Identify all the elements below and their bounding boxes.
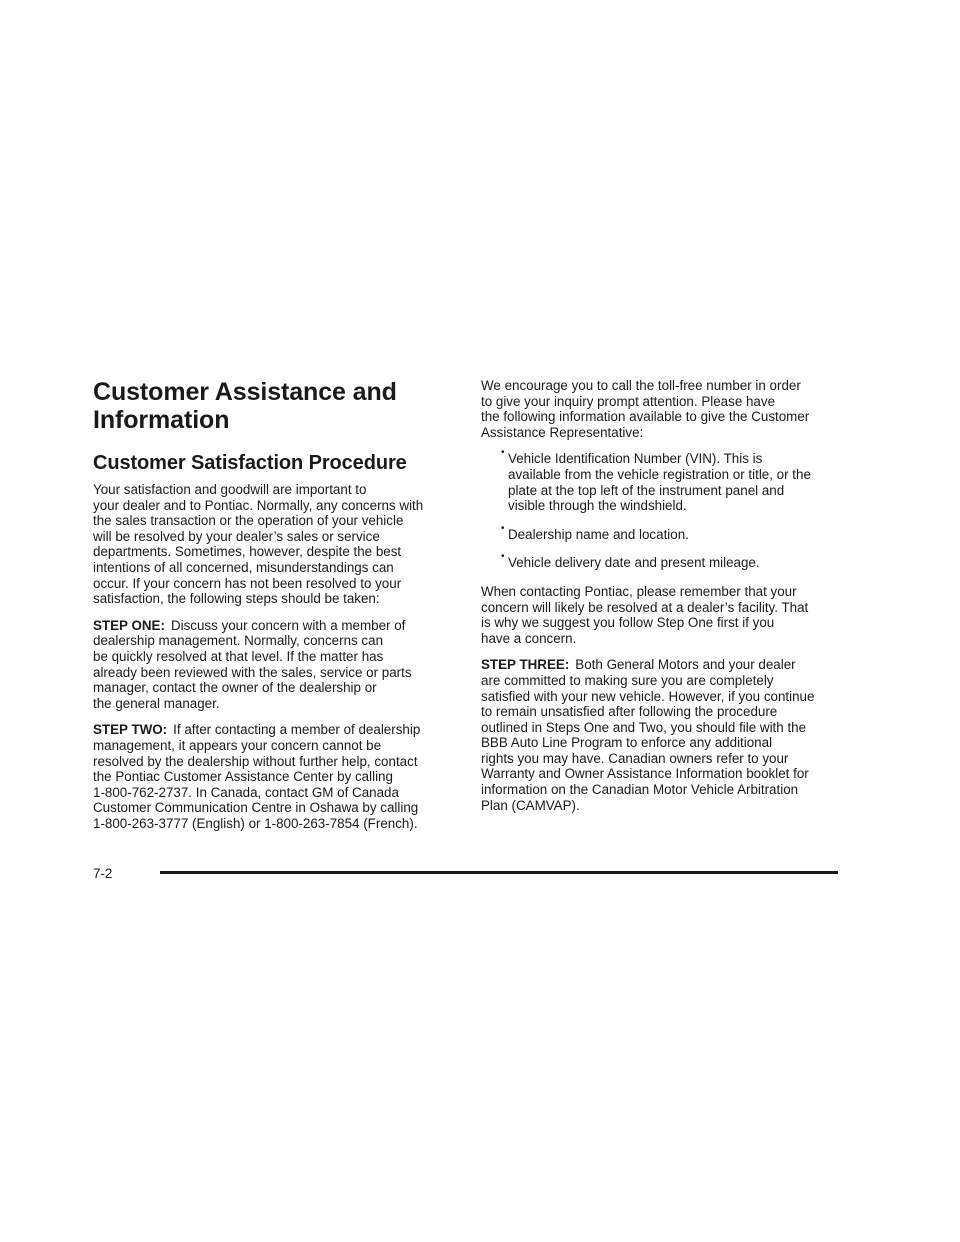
bullet-icon: • <box>501 522 505 534</box>
left-column <box>93 378 465 842</box>
text-line: manager, contact the owner of the dealership or <box>93 680 377 696</box>
info-bullet-list <box>481 447 861 571</box>
text-line: are committed to making sure you are completely <box>481 672 774 688</box>
text-line: We encourage you to call the toll-free number in order <box>481 378 801 393</box>
text-line <box>93 618 465 634</box>
text-line: Vehicle delivery date and present mileage. <box>508 555 760 571</box>
page-title-line: Information <box>93 406 230 434</box>
bullet-icon: • <box>501 447 505 459</box>
step-three-text: Both General Motors and your dealer <box>575 657 796 673</box>
list-item <box>481 522 861 543</box>
text-line: outlined in Steps One and Two, you should file with the <box>481 719 807 735</box>
text-line: When contacting Pontiac, please remember that your <box>481 583 797 599</box>
text-line: occur. If your concern has not been resolved to your <box>93 575 402 591</box>
text-line: Customer Communication Centre in Oshawa by calling <box>93 800 419 816</box>
text-line: Assistance Representative: <box>481 424 644 440</box>
step-two-label: STEP TWO: <box>93 722 168 738</box>
text-line: to give your inquiry prompt attention. Please have <box>481 393 776 409</box>
step-two-paragraph <box>93 722 465 831</box>
text-line: the Pontiac Customer Assistance Center by calling <box>93 769 393 785</box>
step-three-label: STEP THREE: <box>481 657 570 673</box>
right-column <box>481 378 861 824</box>
text-line: your dealer and to Pontiac. Normally, any concerns with <box>93 497 424 513</box>
text-line: management, it appears your concern cannot be <box>93 737 382 753</box>
text-line: plate at the top left of the instrument panel and <box>508 482 785 498</box>
text-line: 1-800-263-3777 (English) or 1-800-263-7854 (French). <box>93 815 418 831</box>
text-line: dealership management. Normally, concerns can <box>93 633 384 649</box>
step-one-label: STEP ONE: <box>93 617 165 633</box>
encourage-paragraph <box>481 378 861 440</box>
text-line: Your satisfaction and goodwill are important to <box>93 482 367 497</box>
text-line: visible through the windshield. <box>508 498 687 514</box>
text-line: BBB Auto Line Program to enforce any additional <box>481 735 773 751</box>
text-line: Vehicle Identification Number (VIN). This is <box>508 451 763 467</box>
section-heading: Customer Satisfaction Procedure <box>93 452 407 474</box>
text-line: the sales transaction or the operation of your vehicle <box>93 513 404 529</box>
step-one-paragraph <box>93 618 465 712</box>
text-line: available from the vehicle registration or title, or the <box>508 466 811 482</box>
step-one-text: Discuss your concern with a member of <box>170 617 406 633</box>
text-line: information on the Canadian Motor Vehicle Arbitration <box>481 782 799 798</box>
text-line: already been reviewed with the sales, service or parts <box>93 664 412 680</box>
text-line: Warranty and Owner Assistance Information booklet for <box>481 766 809 782</box>
list-item <box>481 551 861 571</box>
step-two-text: If after contacting a member of dealership <box>173 722 421 738</box>
page-title-line: Customer Assistance and <box>93 378 397 406</box>
text-line: be quickly resolved at that level. If the matter has <box>93 648 384 664</box>
text-line: is why we suggest you follow Step One first if you <box>481 615 775 631</box>
text-line: concern will likely be resolved at a dealer’s facility. That <box>481 599 809 615</box>
text-line: the general manager. <box>93 695 220 711</box>
bullet-icon: • <box>501 551 505 563</box>
text-line: intentions of all concerned, misunderstandings can <box>93 559 394 575</box>
text-line: satisfaction, the following steps should be taken: <box>93 591 380 607</box>
text-line: have a concern. <box>481 630 577 646</box>
step-three-paragraph <box>481 657 861 813</box>
footer-divider <box>160 871 838 874</box>
intro-paragraph <box>93 482 465 607</box>
text-line <box>93 722 465 738</box>
text-line: will be resolved by your dealer’s sales or service <box>93 528 380 544</box>
list-item <box>481 447 861 514</box>
page-title <box>93 378 465 434</box>
text-line: departments. Sometimes, however, despite the best <box>93 544 402 560</box>
text-line: Plan (CAMVAP). <box>481 797 580 813</box>
text-line: resolved by the dealership without further help, contact <box>93 753 418 769</box>
text-line: rights you may have. Canadian owners refer to your <box>481 750 789 766</box>
text-line <box>481 657 861 673</box>
page-number: 7-2 <box>93 866 113 881</box>
text-line: Dealership name and location. <box>508 526 689 542</box>
text-line: the following information available to give the Customer <box>481 409 810 425</box>
contacting-paragraph <box>481 584 861 646</box>
text-line: 1-800-762-2737. In Canada, contact GM of Canada <box>93 784 399 800</box>
text-line: satisfied with your new vehicle. However, if you continue <box>481 688 815 704</box>
text-line: to remain unsatisfied after following the procedure <box>481 704 778 720</box>
